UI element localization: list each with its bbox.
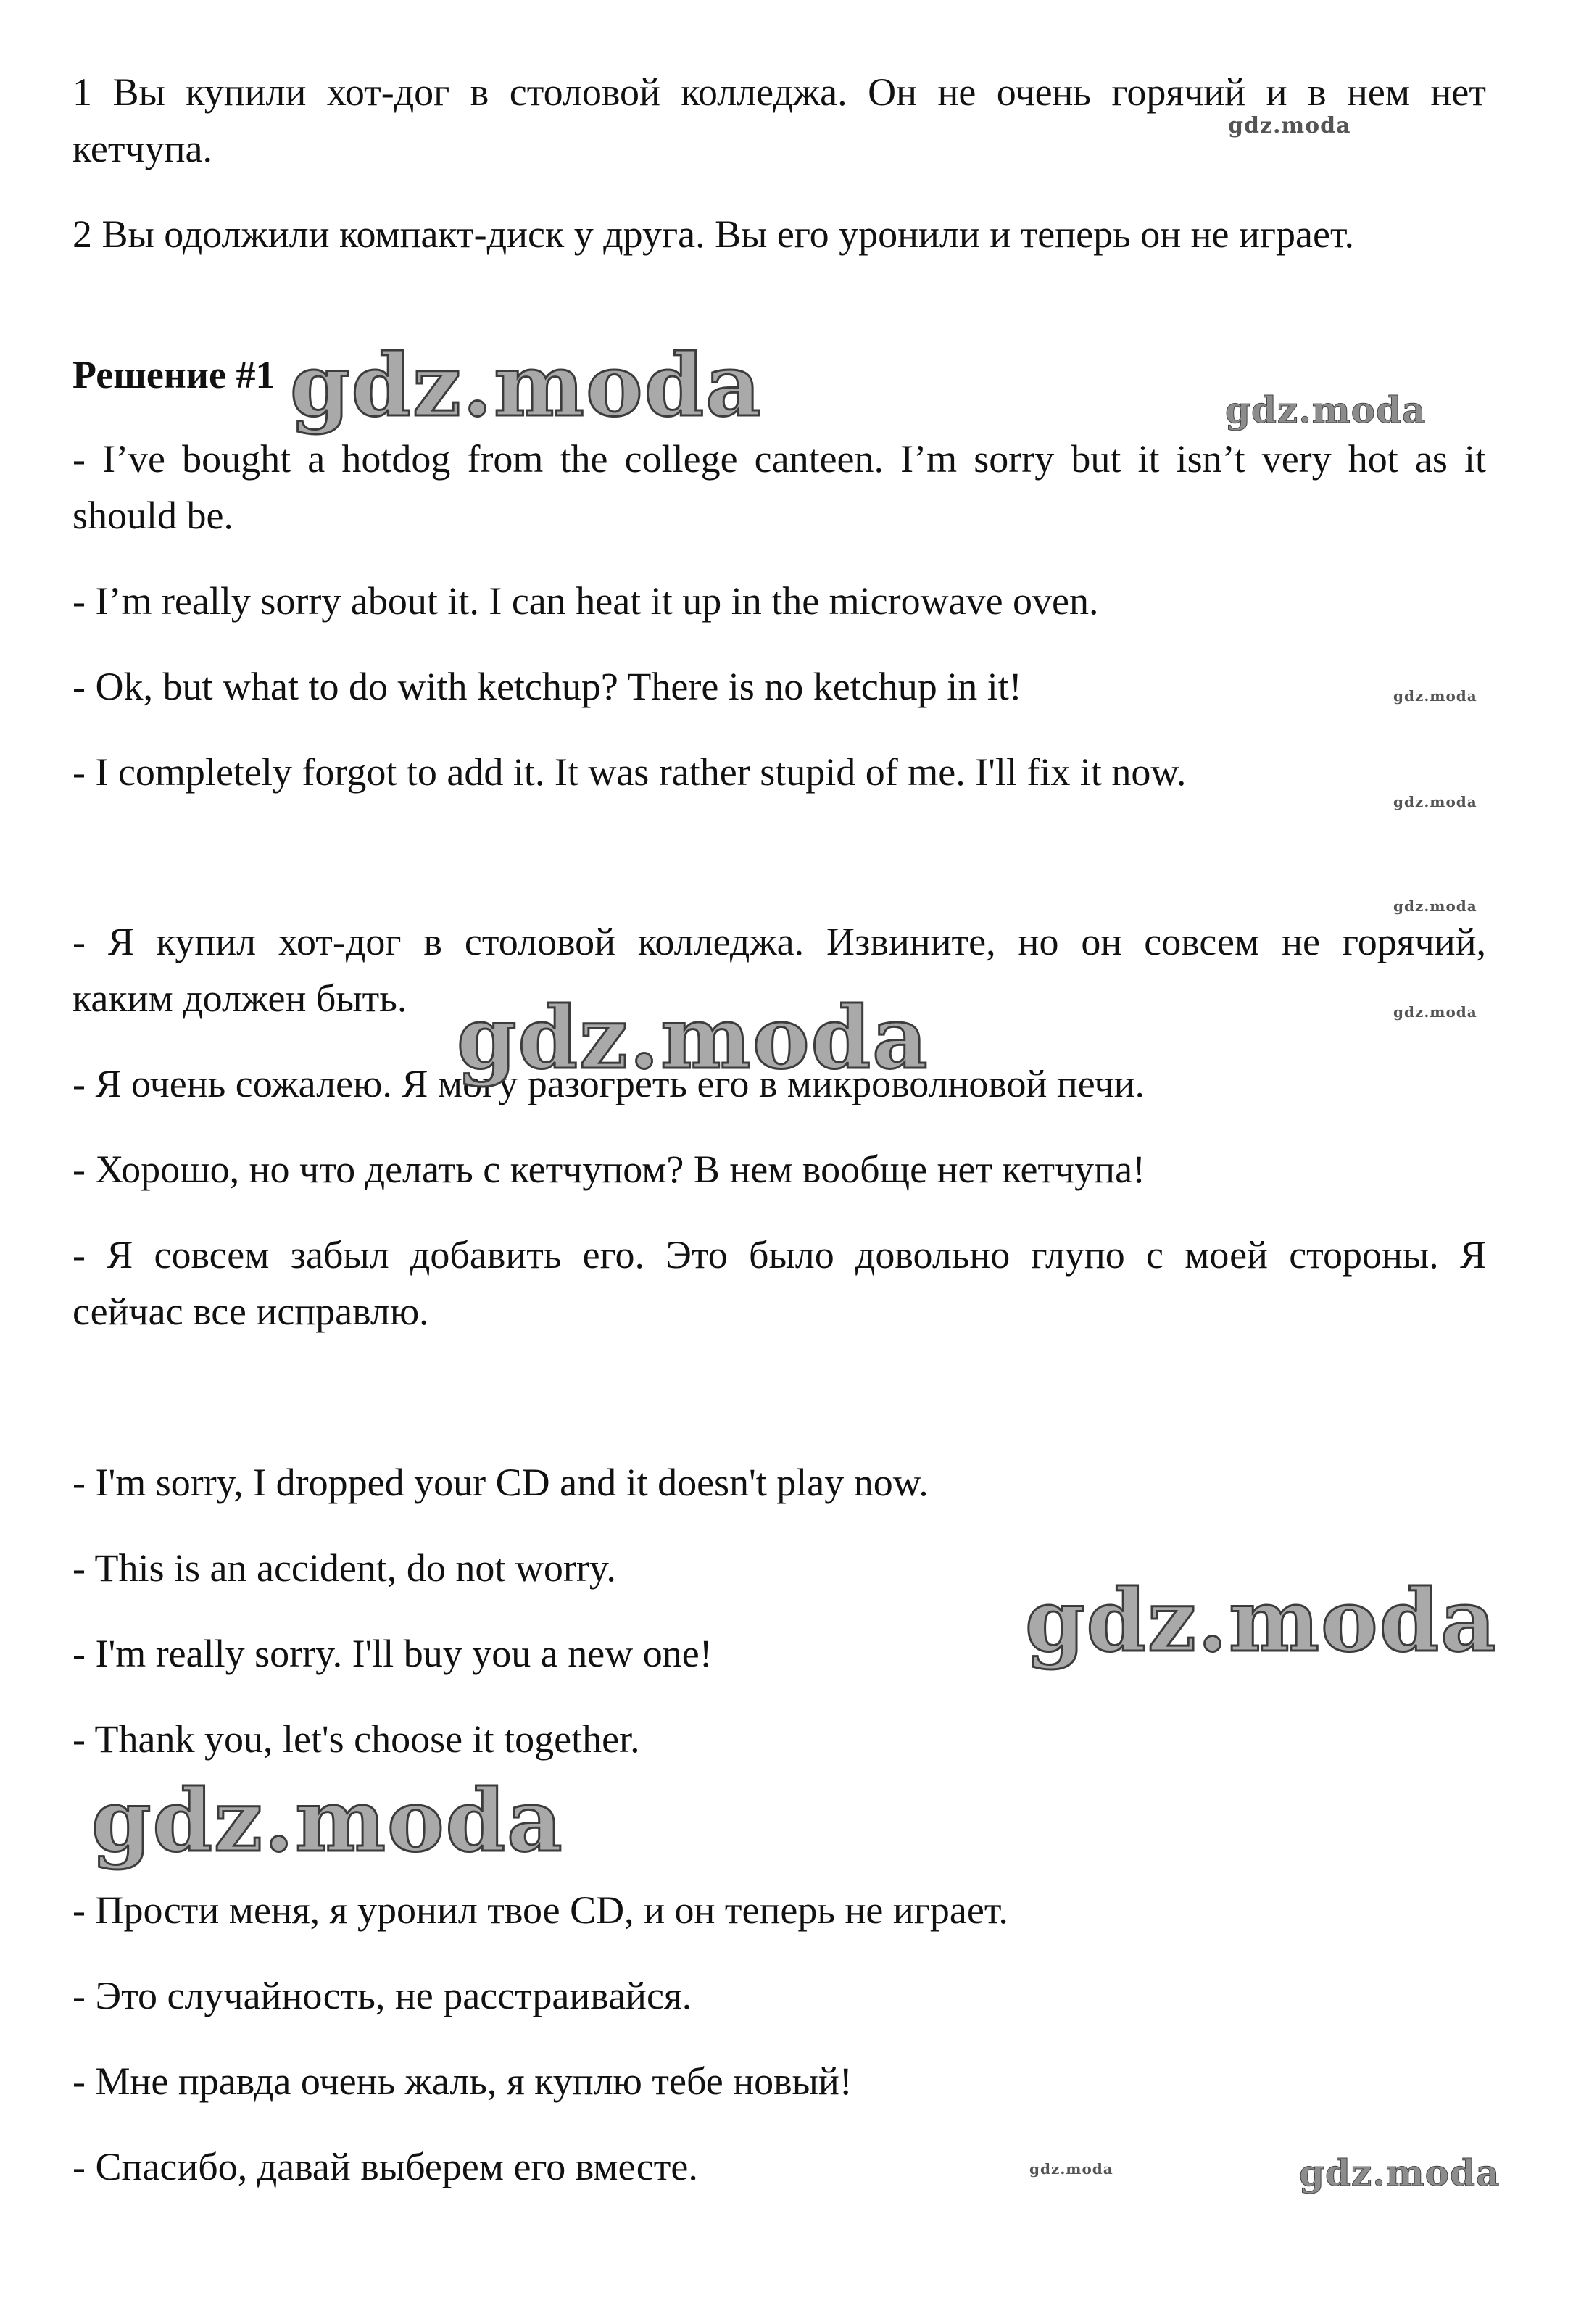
watermark: gdz.moda [1025,1570,1498,1671]
watermark: gdz.moda [457,987,929,1088]
dialogue-2-ru-line-2: - Это случайность, не расстраивайся. [72,1974,692,2017]
dialogue-2-en-line-1: - I'm sorry, I dropped your CD and it doesn't play now. [72,1461,929,1504]
dialogue-1-ru-line-4b: сейчас все исправлю. [72,1290,429,1333]
watermark: gdz.moda [91,1770,564,1871]
dialogue-1-en-line-1b: should be. [72,494,233,537]
watermark: gdz.moda [1393,897,1477,915]
watermark: gdz.moda [1393,687,1477,705]
dialogue-1-ru-line-1a: - Я купил хот-дог в столовой колледжа. Извините, но он совсем не горячий, [72,920,1486,963]
dialogue-2-ru-line-4: - Спасибо, давай выберем его вместе. [72,2145,698,2188]
dialogue-1-ru-line-1b: каким должен быть. [72,976,407,1020]
watermark: gdz.moda [1225,389,1427,431]
dialogue-1-en-line-1a: - I’ve bought a hotdog from the college canteen. I’m sorry but it isn’t very hot as it [72,437,1486,481]
dialogue-1-ru-line-3: - Хорошо, но что делать с кетчупом? В нем вообще нет кетчупа! [72,1148,1146,1191]
dialogue-1-en-line-4: - I completely forgot to add it. It was rather stupid of me. I'll fix it now. [72,750,1187,794]
watermark: gdz.moda [1029,2160,1113,2178]
dialogue-1-en-line-3: - Ok, but what to do with ketchup? There is no ketchup in it! [72,665,1022,708]
solution-heading: Решение #1 [72,353,275,397]
task-2: 2 Вы одолжили компакт-диск у друга. Вы его уронили и теперь он не играет. [72,212,1355,256]
dialogue-2-en-line-4: - Thank you, let's choose it together. [72,1717,640,1761]
dialogue-1-ru-line-2: - Я очень сожалею. Я могу разогреть его в микроволновой печи. [72,1062,1145,1105]
dialogue-2-en-line-3: - I'm really sorry. I'll buy you a new one! [72,1632,713,1675]
watermark: gdz.moda [290,335,763,436]
dialogue-2-en-line-2: - This is an accident, do not worry. [72,1546,616,1590]
dialogue-2-ru-line-1: - Прости меня, я уронил твое CD, и он теперь не играет. [72,1888,1008,1932]
watermark: gdz.moda [1393,793,1477,810]
watermark: gdz.moda [1299,2151,1501,2194]
dialogue-1-en-line-2: - I’m really sorry about it. I can heat it up in the microwave oven. [72,579,1099,623]
watermark: gdz.moda [1228,113,1351,138]
dialogue-2-ru-line-3: - Мне правда очень жаль, я куплю тебе новый! [72,2059,852,2103]
dialogue-1-ru-line-4a: - Я совсем забыл добавить его. Это было довольно глупо с моей стороны. Я [72,1233,1486,1277]
watermark: gdz.moda [1393,1003,1477,1021]
task-1-line-1: 1 Вы купили хот-дог в столовой колледжа. Он не очень горячий и в нем нет [72,70,1486,114]
task-1-line-2: кетчупа. [72,127,212,170]
